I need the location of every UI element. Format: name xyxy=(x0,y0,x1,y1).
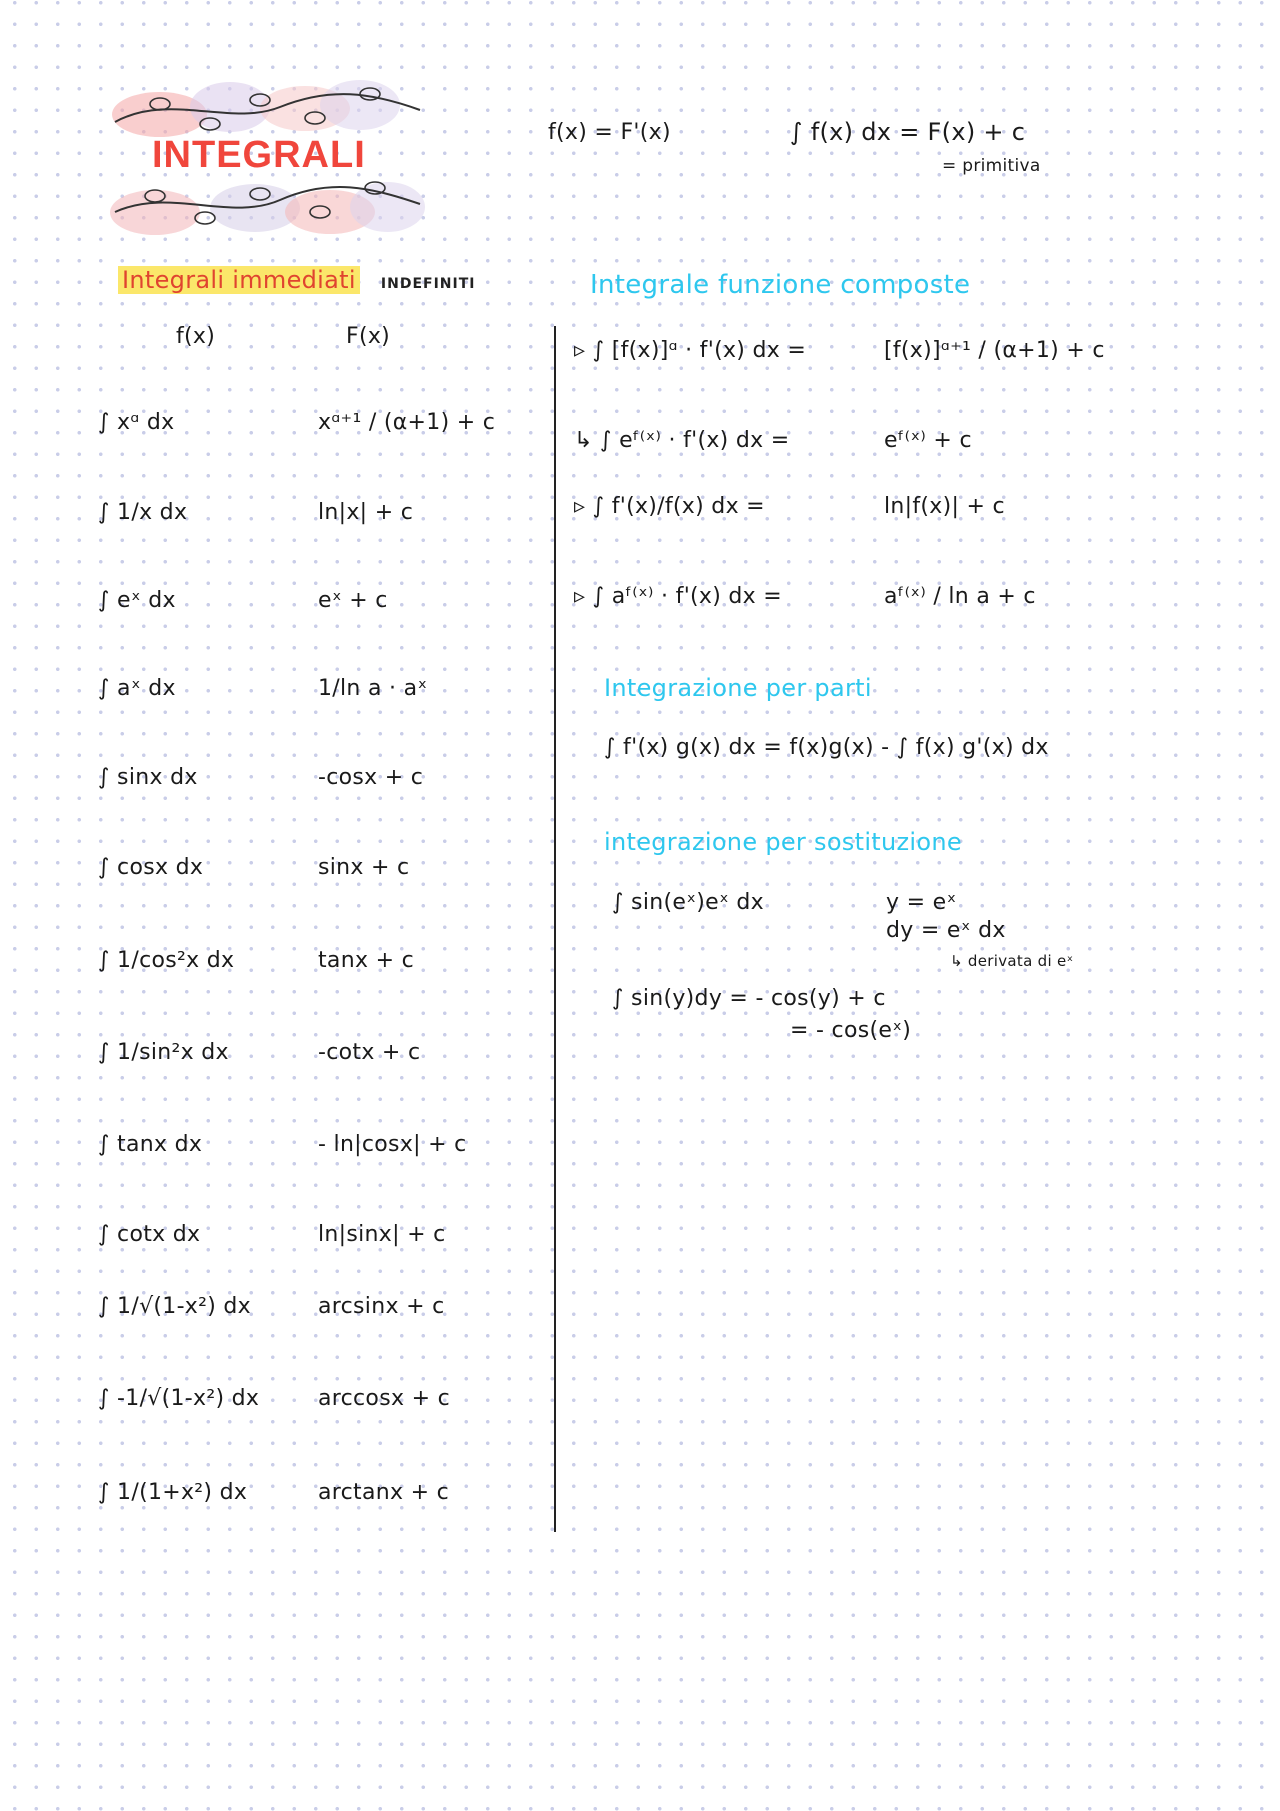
integral-f-cell: ∫ eˣ dx xyxy=(98,588,176,613)
heading-immediati: Integrali immediati xyxy=(118,266,360,294)
integral-f-cell: ∫ cosx dx xyxy=(98,855,204,880)
integral-F-cell: ln|x| + c xyxy=(318,500,414,525)
composite-lhs: ▹ ∫ [f(x)]ᵅ · f'(x) dx = xyxy=(574,338,807,363)
integral-F-cell: arcsinx + c xyxy=(318,1294,445,1319)
page-title: INTEGRALI xyxy=(152,134,366,176)
integral-f-cell: ∫ 1/x dx xyxy=(98,500,188,525)
integral-f-cell: ∫ cotx dx xyxy=(98,1222,201,1247)
integral-f-cell: ∫ -1/√(1-x²) dx xyxy=(98,1386,260,1411)
integral-f-cell: ∫ xᵅ dx xyxy=(98,410,175,435)
composite-rhs: aᶠ⁽ˣ⁾ / ln a + c xyxy=(884,584,1036,609)
integral-F-cell: eˣ + c xyxy=(318,588,388,613)
subst-note: ↳ derivata di eˣ xyxy=(950,952,1074,970)
integral-f-cell: ∫ aˣ dx xyxy=(98,676,176,701)
parts-heading: Integrazione per parti xyxy=(604,674,872,702)
composite-lhs: ↳ ∫ eᶠ⁽ˣ⁾ · f'(x) dx = xyxy=(574,428,790,453)
integral-definition: ∫ f(x) dx = F(x) + c xyxy=(790,118,1026,146)
integral-F-cell: sinx + c xyxy=(318,855,410,880)
integral-F-cell: ln|sinx| + c xyxy=(318,1222,446,1247)
integral-F-cell: -cosx + c xyxy=(318,765,424,790)
subst-result-1: ∫ sin(y)dy = - cos(y) + c xyxy=(612,986,886,1011)
indefiniti-tag: INDEFINITI xyxy=(380,276,476,292)
subst-integral: ∫ sin(eˣ)eˣ dx xyxy=(612,890,764,915)
integral-f-cell: ∫ 1/cos²x dx xyxy=(98,948,235,973)
subst-dy: dy = eˣ dx xyxy=(886,918,1006,943)
subst-y: y = eˣ xyxy=(886,890,957,915)
integral-f-cell: ∫ tanx dx xyxy=(98,1132,203,1157)
parts-formula: ∫ f'(x) g(x) dx = f(x)g(x) - ∫ f(x) g'(x) dx xyxy=(604,735,1049,760)
composite-lhs: ▹ ∫ f'(x)/f(x) dx = xyxy=(574,494,765,519)
title-decoration xyxy=(110,72,430,252)
integral-F-cell: tanx + c xyxy=(318,948,414,973)
integral-F-cell: - ln|cosx| + c xyxy=(318,1132,467,1157)
derivative-definition: f(x) = F'(x) xyxy=(548,120,671,145)
column-divider xyxy=(554,326,556,1532)
subst-result-2: = - cos(eˣ) xyxy=(790,1018,912,1043)
integral-f-cell: ∫ 1/sin²x dx xyxy=(98,1040,229,1065)
integral-F-cell: arctanx + c xyxy=(318,1480,450,1505)
integral-f-cell: ∫ 1/√(1-x²) dx xyxy=(98,1294,252,1319)
left-heading xyxy=(118,266,476,294)
integral-F-cell: arccosx + c xyxy=(318,1386,450,1411)
composite-rhs: eᶠ⁽ˣ⁾ + c xyxy=(884,428,972,453)
integral-F-cell: xᵅ⁺¹ / (α+1) + c xyxy=(318,410,496,435)
subst-heading: integrazione per sostituzione xyxy=(604,828,962,856)
integral-F-cell: -cotx + c xyxy=(318,1040,421,1065)
integral-f-cell: ∫ 1/(1+x²) dx xyxy=(98,1480,248,1505)
composite-lhs: ▹ ∫ aᶠ⁽ˣ⁾ · f'(x) dx = xyxy=(574,584,783,609)
composite-rhs: [f(x)]ᵅ⁺¹ / (α+1) + c xyxy=(884,338,1105,363)
composite-rhs: ln|f(x)| + c xyxy=(884,494,1005,519)
composite-heading: Integrale funzione composte xyxy=(590,270,971,300)
integral-f-cell: ∫ sinx dx xyxy=(98,765,198,790)
primitiva-note: = primitiva xyxy=(942,156,1041,176)
col-header-f: f(x) xyxy=(176,324,216,349)
col-header-F: F(x) xyxy=(346,324,391,349)
integral-F-cell: 1/ln a · aˣ xyxy=(318,676,428,701)
